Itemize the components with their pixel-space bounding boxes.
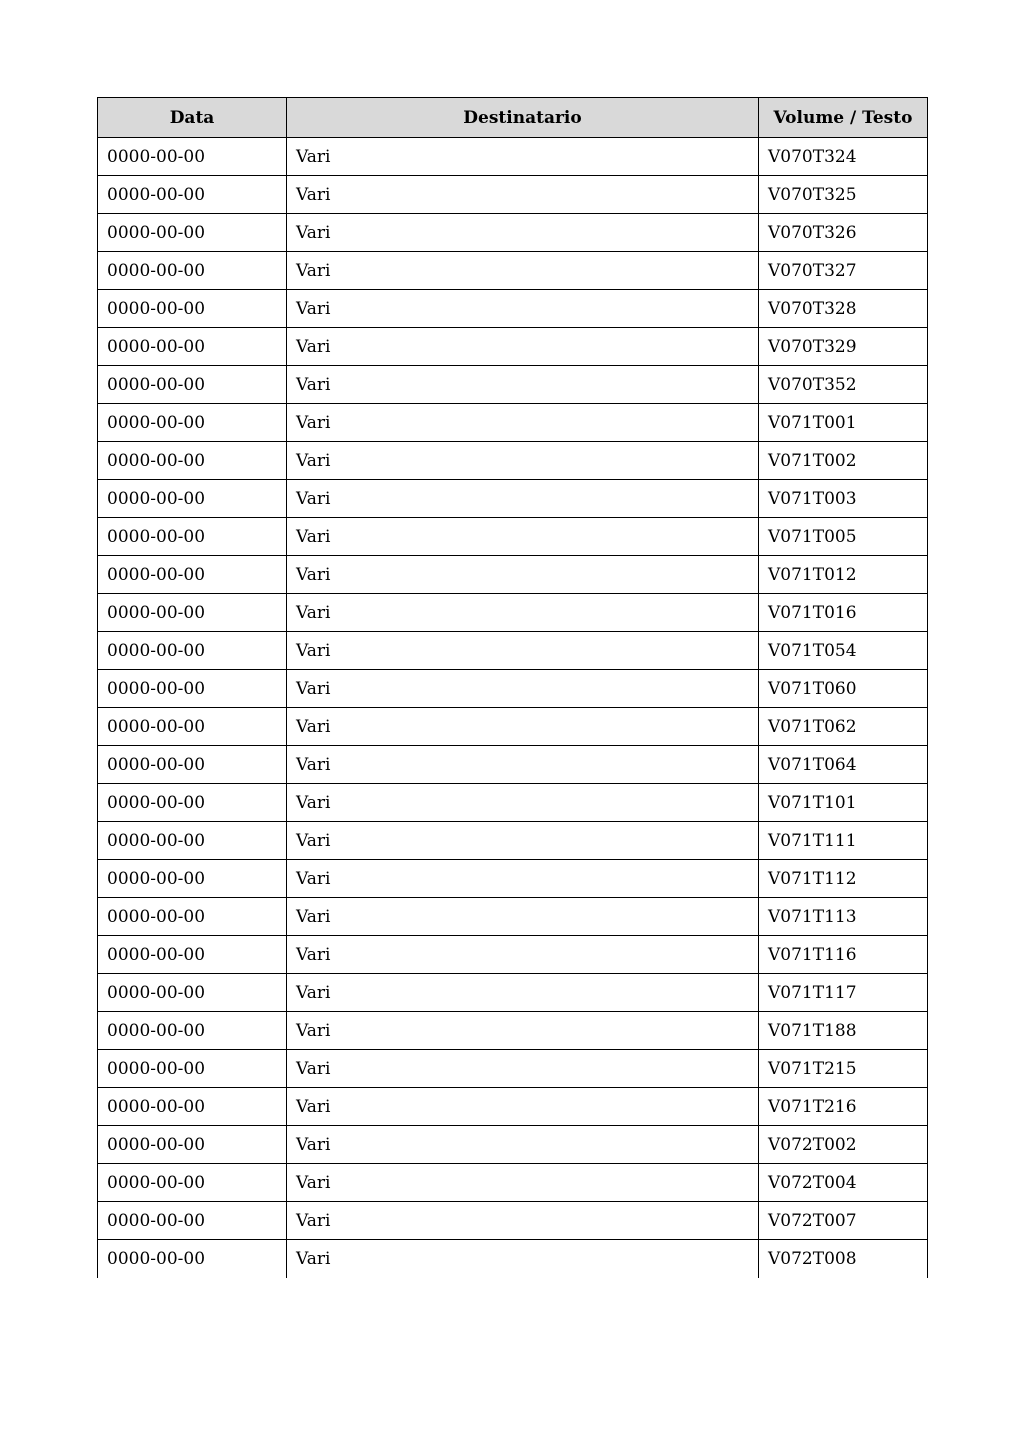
table-row bbox=[98, 556, 928, 594]
header-destinatario: Destinatario bbox=[287, 98, 759, 138]
cell-destinatario: Vari bbox=[287, 822, 759, 860]
table-row bbox=[98, 290, 928, 328]
table-row bbox=[98, 708, 928, 746]
table-row bbox=[98, 1240, 928, 1278]
cell-data: 0000-00-00 bbox=[98, 670, 287, 708]
cell-destinatario: Vari bbox=[287, 784, 759, 822]
cell-data: 0000-00-00 bbox=[98, 594, 287, 632]
table-header bbox=[98, 98, 928, 138]
table-row bbox=[98, 1202, 928, 1240]
table-row bbox=[98, 442, 928, 480]
table-row bbox=[98, 366, 928, 404]
cell-volume-testo: V071T054 bbox=[759, 632, 928, 670]
cell-data: 0000-00-00 bbox=[98, 442, 287, 480]
cell-volume-testo: V071T002 bbox=[759, 442, 928, 480]
cell-volume-testo: V071T016 bbox=[759, 594, 928, 632]
header-volume-testo: Volume / Testo bbox=[759, 98, 928, 138]
cell-volume-testo: V072T007 bbox=[759, 1202, 928, 1240]
cell-destinatario: Vari bbox=[287, 1164, 759, 1202]
cell-volume-testo: V071T112 bbox=[759, 860, 928, 898]
cell-destinatario: Vari bbox=[287, 746, 759, 784]
cell-data: 0000-00-00 bbox=[98, 556, 287, 594]
header-data: Data bbox=[98, 98, 287, 138]
cell-destinatario: Vari bbox=[287, 138, 759, 176]
table-row bbox=[98, 1126, 928, 1164]
cell-volume-testo: V071T005 bbox=[759, 518, 928, 556]
cell-data: 0000-00-00 bbox=[98, 1050, 287, 1088]
cell-volume-testo: V071T003 bbox=[759, 480, 928, 518]
cell-destinatario: Vari bbox=[287, 1126, 759, 1164]
table-row bbox=[98, 594, 928, 632]
cell-volume-testo: V072T002 bbox=[759, 1126, 928, 1164]
table-row bbox=[98, 1088, 928, 1126]
cell-destinatario: Vari bbox=[287, 594, 759, 632]
cell-data: 0000-00-00 bbox=[98, 632, 287, 670]
cell-destinatario: Vari bbox=[287, 1088, 759, 1126]
cell-data: 0000-00-00 bbox=[98, 822, 287, 860]
table-row bbox=[98, 784, 928, 822]
table-row bbox=[98, 214, 928, 252]
cell-data: 0000-00-00 bbox=[98, 138, 287, 176]
cell-destinatario: Vari bbox=[287, 556, 759, 594]
cell-destinatario: Vari bbox=[287, 1012, 759, 1050]
table-row bbox=[98, 1012, 928, 1050]
cell-destinatario: Vari bbox=[287, 860, 759, 898]
cell-volume-testo: V070T328 bbox=[759, 290, 928, 328]
cell-volume-testo: V071T216 bbox=[759, 1088, 928, 1126]
table-row bbox=[98, 822, 928, 860]
cell-destinatario: Vari bbox=[287, 366, 759, 404]
cell-destinatario: Vari bbox=[287, 670, 759, 708]
cell-volume-testo: V071T062 bbox=[759, 708, 928, 746]
cell-data: 0000-00-00 bbox=[98, 898, 287, 936]
cell-destinatario: Vari bbox=[287, 442, 759, 480]
cell-volume-testo: V071T116 bbox=[759, 936, 928, 974]
cell-volume-testo: V070T326 bbox=[759, 214, 928, 252]
cell-volume-testo: V071T060 bbox=[759, 670, 928, 708]
cell-volume-testo: V071T215 bbox=[759, 1050, 928, 1088]
cell-data: 0000-00-00 bbox=[98, 1164, 287, 1202]
cell-volume-testo: V072T004 bbox=[759, 1164, 928, 1202]
cell-destinatario: Vari bbox=[287, 632, 759, 670]
cell-volume-testo: V070T325 bbox=[759, 176, 928, 214]
header-row bbox=[98, 98, 928, 138]
cell-data: 0000-00-00 bbox=[98, 974, 287, 1012]
cell-volume-testo: V071T001 bbox=[759, 404, 928, 442]
cell-data: 0000-00-00 bbox=[98, 366, 287, 404]
letters-table bbox=[97, 97, 928, 1278]
cell-data: 0000-00-00 bbox=[98, 746, 287, 784]
cell-data: 0000-00-00 bbox=[98, 1202, 287, 1240]
cell-destinatario: Vari bbox=[287, 1240, 759, 1278]
cell-data: 0000-00-00 bbox=[98, 936, 287, 974]
table-row bbox=[98, 1164, 928, 1202]
cell-data: 0000-00-00 bbox=[98, 860, 287, 898]
cell-volume-testo: V072T008 bbox=[759, 1240, 928, 1278]
cell-data: 0000-00-00 bbox=[98, 708, 287, 746]
cell-volume-testo: V071T064 bbox=[759, 746, 928, 784]
cell-data: 0000-00-00 bbox=[98, 1012, 287, 1050]
table-body bbox=[98, 138, 928, 1278]
cell-data: 0000-00-00 bbox=[98, 214, 287, 252]
cell-destinatario: Vari bbox=[287, 290, 759, 328]
cell-destinatario: Vari bbox=[287, 252, 759, 290]
table-row bbox=[98, 632, 928, 670]
table-row bbox=[98, 252, 928, 290]
table-row bbox=[98, 860, 928, 898]
table-row bbox=[98, 898, 928, 936]
cell-destinatario: Vari bbox=[287, 1050, 759, 1088]
cell-data: 0000-00-00 bbox=[98, 1240, 287, 1278]
cell-data: 0000-00-00 bbox=[98, 252, 287, 290]
table-row bbox=[98, 936, 928, 974]
table-row bbox=[98, 518, 928, 556]
table-row bbox=[98, 176, 928, 214]
cell-data: 0000-00-00 bbox=[98, 1126, 287, 1164]
cell-destinatario: Vari bbox=[287, 480, 759, 518]
cell-destinatario: Vari bbox=[287, 518, 759, 556]
cell-destinatario: Vari bbox=[287, 176, 759, 214]
cell-data: 0000-00-00 bbox=[98, 176, 287, 214]
cell-volume-testo: V070T327 bbox=[759, 252, 928, 290]
cell-destinatario: Vari bbox=[287, 974, 759, 1012]
cell-destinatario: Vari bbox=[287, 328, 759, 366]
table-row bbox=[98, 404, 928, 442]
cell-destinatario: Vari bbox=[287, 898, 759, 936]
table-row bbox=[98, 1050, 928, 1088]
table-row bbox=[98, 480, 928, 518]
table-row bbox=[98, 670, 928, 708]
cell-volume-testo: V071T111 bbox=[759, 822, 928, 860]
cell-data: 0000-00-00 bbox=[98, 328, 287, 366]
table-row bbox=[98, 746, 928, 784]
cell-volume-testo: V070T329 bbox=[759, 328, 928, 366]
table-row bbox=[98, 138, 928, 176]
table-row bbox=[98, 974, 928, 1012]
cell-volume-testo: V071T101 bbox=[759, 784, 928, 822]
cell-volume-testo: V070T324 bbox=[759, 138, 928, 176]
cell-destinatario: Vari bbox=[287, 404, 759, 442]
cell-data: 0000-00-00 bbox=[98, 784, 287, 822]
cell-volume-testo: V071T113 bbox=[759, 898, 928, 936]
cell-data: 0000-00-00 bbox=[98, 518, 287, 556]
cell-data: 0000-00-00 bbox=[98, 1088, 287, 1126]
cell-volume-testo: V070T352 bbox=[759, 366, 928, 404]
cell-data: 0000-00-00 bbox=[98, 290, 287, 328]
cell-destinatario: Vari bbox=[287, 214, 759, 252]
cell-destinatario: Vari bbox=[287, 936, 759, 974]
table-row bbox=[98, 328, 928, 366]
cell-data: 0000-00-00 bbox=[98, 480, 287, 518]
cell-volume-testo: V071T188 bbox=[759, 1012, 928, 1050]
cell-destinatario: Vari bbox=[287, 1202, 759, 1240]
cell-volume-testo: V071T012 bbox=[759, 556, 928, 594]
cell-data: 0000-00-00 bbox=[98, 404, 287, 442]
cell-volume-testo: V071T117 bbox=[759, 974, 928, 1012]
cell-destinatario: Vari bbox=[287, 708, 759, 746]
